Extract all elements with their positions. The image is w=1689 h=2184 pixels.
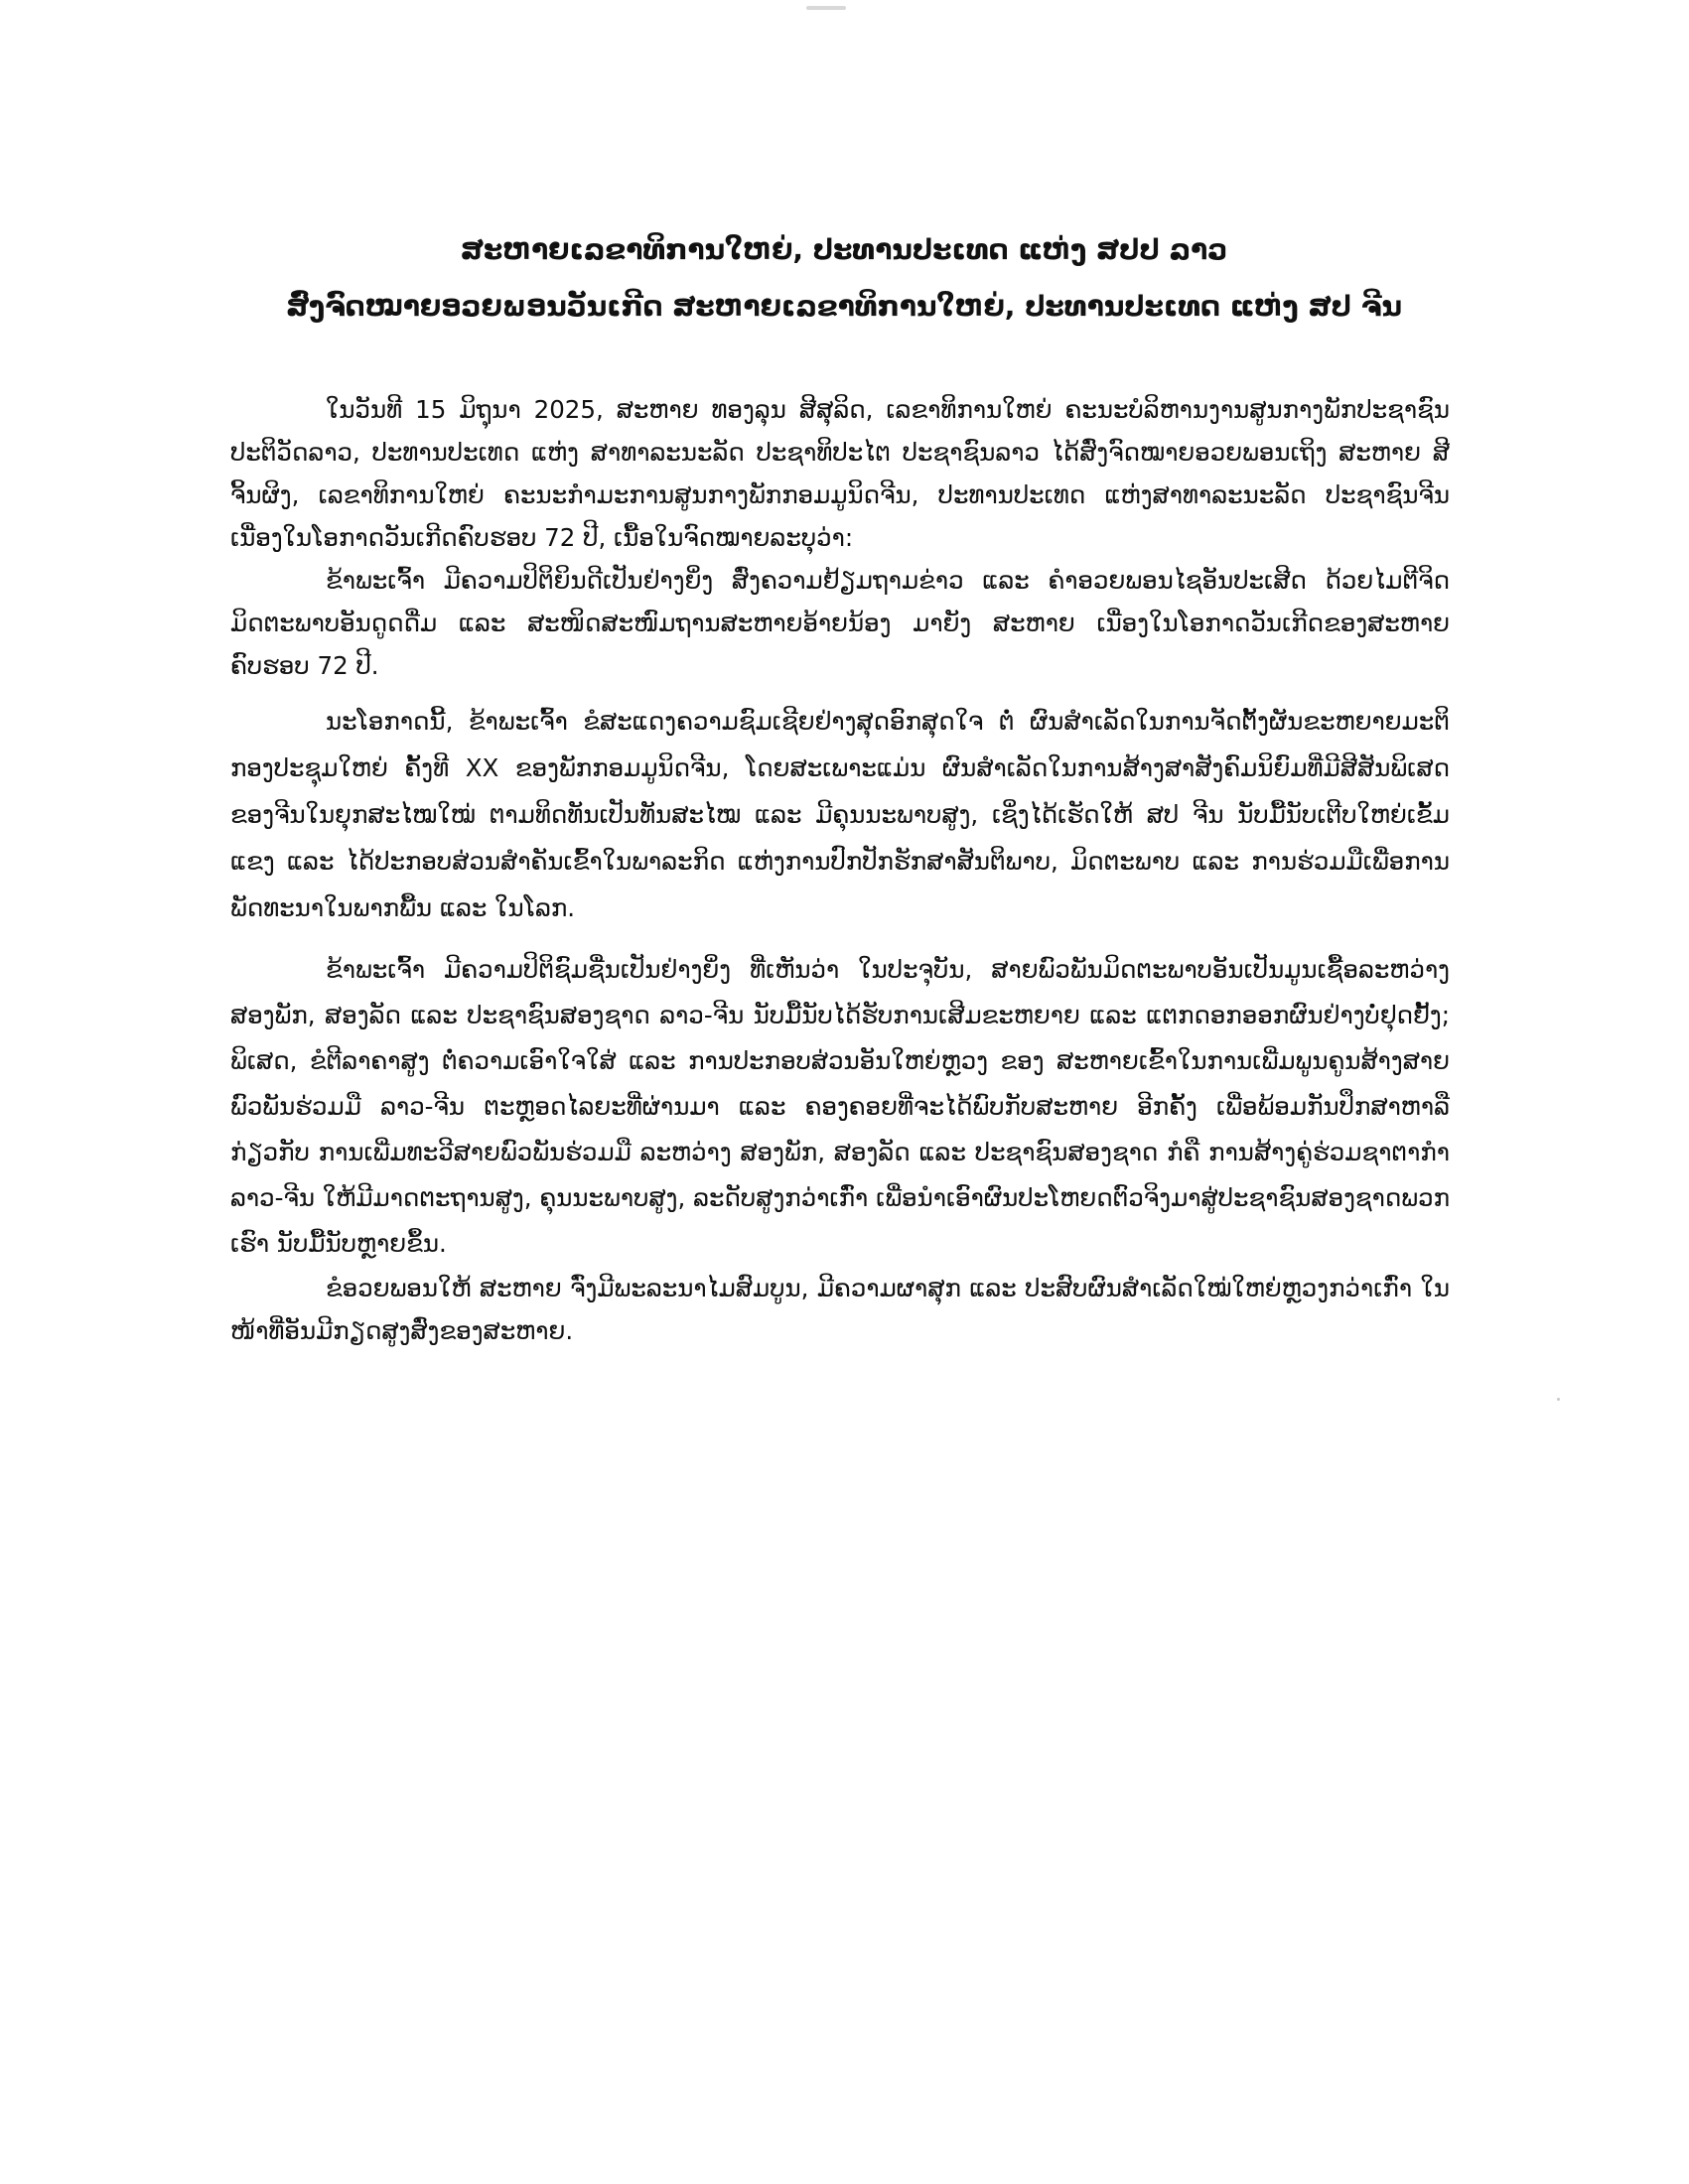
paragraph-closing-wishes: ຂໍອວຍພອນໃຫ້ ສະຫາຍ ຈົ່ງມີພະລະນາໄມສົມບູນ, ມີຄວາມຜາສຸກ ແລະ ປະສົບຜົນສຳເລັດໃໝ່ໃຫຍ່ຫຼວງກວ່າເກົ່າ ໃນໜ້າທີ່ອັນມີກຽດສູງສົ່ງຂອງສະຫາຍ. [230, 1274, 1450, 1345]
title-line-1: ສະຫາຍເລຂາທິການໃຫຍ່, ປະທານປະເທດ ແຫ່ງ ສປປ ລາວ [460, 233, 1228, 266]
scan-artifact [806, 6, 846, 10]
title-line-2: ສົ່ງຈົດໝາຍອວຍພອນວັນເກີດ ສະຫາຍເລຂາທິການໃຫຍ່, ປະທານປະເທດ ແຫ່ງ ສປ ຈີນ [286, 290, 1402, 323]
paragraph-greeting: ຂ້າພະເຈົ້າ ມີຄວາມປິຕິຍິນດີເປັນຢ່າງຍິ່ງ ສົ່ງຄວາມຢ້ຽມຖາມຂ່າວ ແລະ ຄຳອວຍພອນໄຊອັນປະເສີດ ດ້ວຍໄມຕີຈິດມິດຕະພາບອັນດູດດື່ມ ແລະ ສະໜິດສະໜົມຖານສະຫາຍອ້າຍນ້ອງ ມາຍັງ ສະຫາຍ ເນື່ອງໃນໂອກາດວັນເກີດຂອງສະຫາຍ ຄົບຮອບ 72 ປີ. [230, 566, 1450, 680]
document-title [228, 221, 1460, 335]
paragraph-intro: ໃນວັນທີ 15 ມິຖຸນາ 2025, ສະຫາຍ ທອງລຸນ ສີສຸລິດ, ເລຂາທິການໃຫຍ່ ຄະນະບໍລິຫານງານສູນກາງພັກປະຊາຊົນ ປະຕິວັດລາວ, ປະທານປະເທດ ແຫ່ງ ສາທາລະນະລັດ ປະຊາທິປະໄຕ ປະຊາຊົນລາວ ໄດ້ສົ່ງຈົດໝາຍອວຍພອນເຖິງ ສະຫາຍ ສີ ຈິ້ນຜິງ, ເລຂາທິການໃຫຍ່ ຄະນະກຳມະການສູນກາງພັກກອມມູນິດຈີນ, ປະທານປະເທດ ແຫ່ງສາທາລະນະລັດ ປະຊາຊົນຈີນ ເນື່ອງໃນໂອກາດວັນເກີດຄົບຮອບ 72 ປີ, ເນື້ອໃນຈົດໝາຍລະບຸວ່າ: [230, 395, 1450, 552]
letter-body [230, 388, 1450, 1352]
scan-artifact [1557, 1398, 1560, 1401]
paragraph-congratulations: ນະໂອກາດນີ້, ຂ້າພະເຈົ້າ ຂໍສະແດງຄວາມຊົມເຊີຍຢ່າງສຸດອົກສຸດໃຈ ຕໍ່ ຜົນສຳເລັດໃນການຈັດຕັ້ງຜັນຂະຫຍາຍມະຕິກອງປະຊຸມໃຫຍ່ ຄັ້ງທີ XX ຂອງພັກກອມມູນິດຈີນ, ໂດຍສະເພາະແມ່ນ ຜົນສຳເລັດໃນການສ້າງສາສັງຄົມນິຍົມທີ່ມີສີສັນພິເສດຂອງຈີນໃນຍຸກສະໄໝໃໝ່ ຕາມທິດທັນເປັນທັນສະໄໝ ແລະ ມີຄຸນນະພາບສູງ, ເຊິ່ງໄດ້ເຮັດໃຫ້ ສປ ຈີນ ນັບມື້ນັບເຕີບໃຫຍ່ເຂັ້ມແຂງ ແລະ ໄດ້ປະກອບສ່ວນສຳຄັນເຂົ້າໃນພາລະກິດ ແຫ່ງການປົກປັກຮັກສາສັນຕິພາບ, ມິດຕະພາບ ແລະ ການຮ່ວມມືເພື່ອການພັດທະນາໃນພາກພື້ນ ແລະ ໃນໂລກ. [230, 707, 1450, 922]
paragraph-relations: ຂ້າພະເຈົ້າ ມີຄວາມປິຕິຊົມຊື່ນເປັນຢ່າງຍິ່ງ ທີ່ເຫັນວ່າ ໃນປະຈຸບັນ, ສາຍພົວພັນມິດຕະພາບອັນເປັນມູນເຊື້ອລະຫວ່າງ ສອງພັກ, ສອງລັດ ແລະ ປະຊາຊົນສອງຊາດ ລາວ-ຈີນ ນັບມື້ນັບໄດ້ຮັບການເສີມຂະຫຍາຍ ແລະ ແຕກດອກອອກຜົນຢ່າງບໍ່ຢຸດຢັ້ງ; ພິເສດ, ຂໍຕີລາຄາສູງ ຕໍ່ຄວາມເອົາໃຈໃສ່ ແລະ ການປະກອບສ່ວນອັນໃຫຍ່ຫຼວງ ຂອງ ສະຫາຍເຂົ້າໃນການເພີ່ມພູນຄູນສ້າງສາຍພົວພັນຮ່ວມມື ລາວ-ຈີນ ຕະຫຼອດໄລຍະທີ່ຜ່ານມາ ແລະ ຄອງຄອຍທີ່ຈະໄດ້ພົບກັບສະຫາຍ ອີກຄັ້ງ ເພື່ອພ້ອມກັນປຶກສາຫາລື ກ່ຽວກັບ ການເພີ່ມທະວີສາຍພົວພັນຮ່ວມມື ລະຫວ່າງ ສອງພັກ, ສອງລັດ ແລະ ປະຊາຊົນສອງຊາດ ກໍຄື ການສ້າງຄູ່ຮ່ວມຊາຕາກຳ ລາວ-ຈີນ ໃຫ້ມີມາດຕະຖານສູງ, ຄຸນນະພາບສູງ, ລະດັບສູງກວ່າເກົ່າ ເພື່ອນຳເອົາຜົນປະໂຫຍດຕົວຈິງມາສູ່ປະຊາຊົນສອງຊາດພວກເຮົາ ນັບມື້ນັບຫຼາຍຂຶ້ນ. [230, 955, 1450, 1258]
